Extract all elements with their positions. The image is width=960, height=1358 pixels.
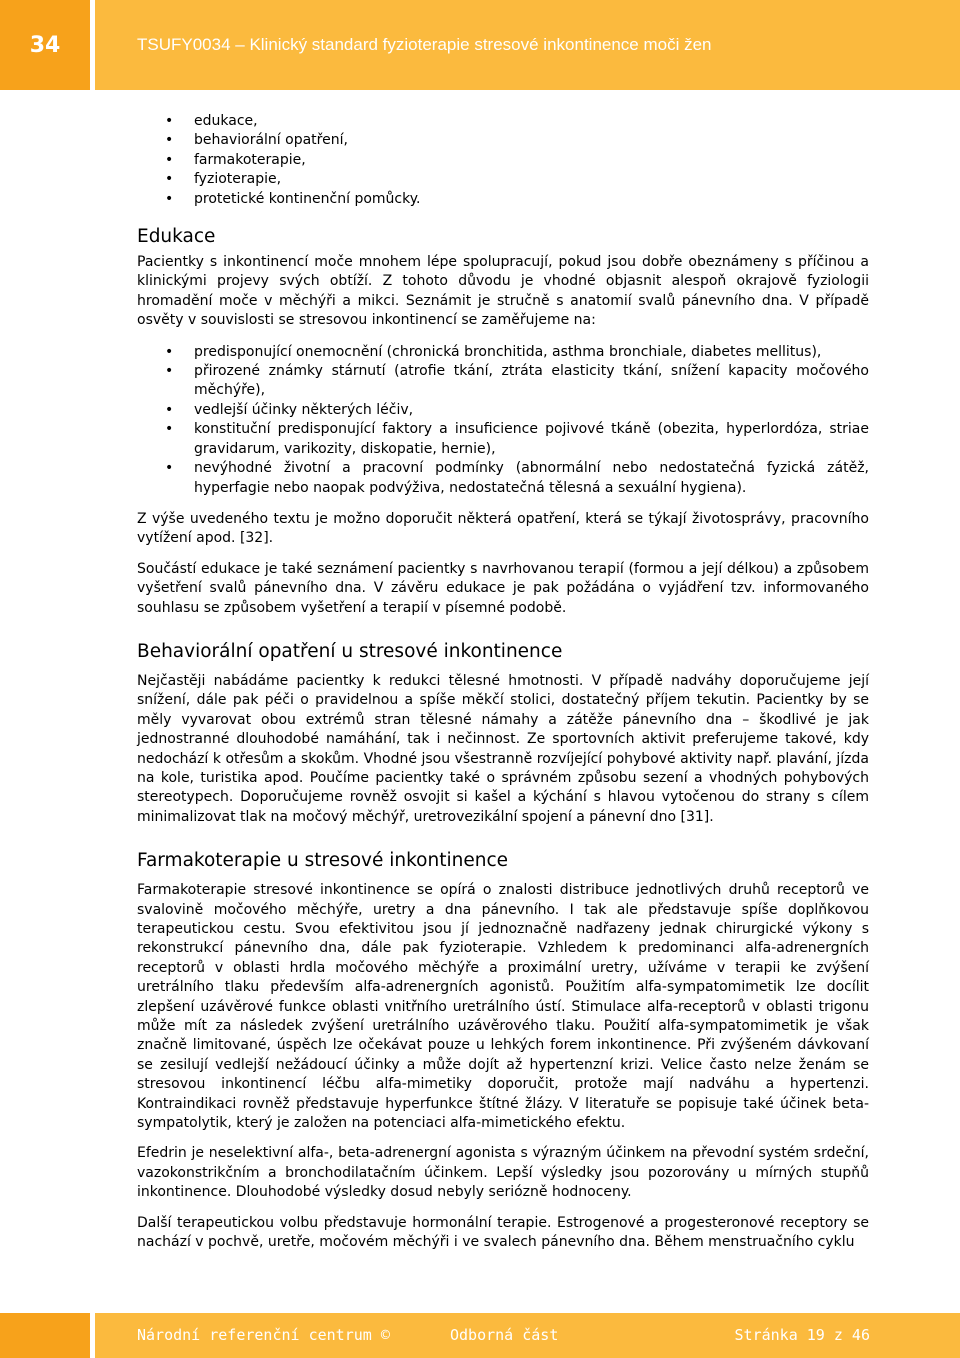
document-body (137, 112, 869, 1264)
heading-pharma: Farmakoterapie u stresové inkontinence (137, 850, 509, 872)
list-item: • nevýhodné životní a pracovní podmínky (abnormální nebo nedostatečná fyzická zátěž, hyperfagie nebo naopak podvýživa, nedostatečná tělesná a sexuální hygiena). (137, 459, 869, 498)
list-item: • farmakoterapie, (137, 151, 869, 170)
list-item: • predisponující onemocnění (chronická bronchitida, asthma bronchiale, diabetes mellitus), (137, 343, 869, 362)
list-item: • přirozené známky stárnutí (atrofie tkání, ztráta elasticity tkání, snížení kapacity močového měchýře), (137, 362, 869, 401)
paragraph: Součástí edukace je také seznámení pacientky s navrhovanou terapií (formou a její délkou) a způsobem vyšetření svalů pánevního dna. V závěru edukace je pak požádána o vyjádření tzv. informovaného souhlasu se způsobem vyšetření a terapií v písemné podobě. (137, 560, 869, 616)
page-number: 34 (0, 0, 90, 90)
footer-center-text: Odborná část (450, 1326, 559, 1344)
page-footer (0, 1313, 960, 1358)
intro-list (137, 112, 869, 209)
list-item: • fyzioterapie, (137, 170, 869, 189)
footer-accent (0, 1313, 90, 1358)
footer-page-info: Stránka 19 z 46 (734, 1326, 870, 1344)
paragraph: Nejčastěji nabádáme pacientky k redukci tělesné hmotnosti. V případě nadváhy doporučujeme její snížení, dále pak péči o pravidelnou a spíše měkčí stolici, dostatečný příjem tekutin. Pacientky by se měly vyvarovat obou extrémů stran tělesné námahy a zátěže pánevního dna – škodlivé je jak jednostranné dlouhodobé namáhání, tak i nečinnost. Ze sportovních aktivit preferujeme takové, kdy nedochází k otřesům a skokům. Vhodné jsou všestranně rozvíjející pohybové aktivity např. plavání, jízda na kole, turistika apod. Poučíme pacientky také o správném způsobu sezení a vhodných pohybových stereotypech. Doporučujeme rovněž osvojit si kašel a kýchání s hlavou vytočenou do strany s cílem minimalizovat tlak na močový měchýř, uretrovezikální spojení a pánevní dno [31]. (137, 672, 869, 825)
heading-edukace: Edukace (137, 226, 216, 248)
paragraph: Farmakoterapie stresové inkontinence se opírá o znalosti distribuce jednotlivých druhů receptorů ve svalovině močového měchýře, uretry a dna pánevního. I tak ale představuje spíše doplňkovou terapeutickou cestu. Svou efektivitou jsou jí jednoznačně nadřazeny jednak chirurgické výkony s rekonstrukcí pánevního dna, dále pak fyzioterapie. Vzhledem k predominanci alfa-adrenergních receptorů v oblasti hrdla močového měchýře a proximální uretry, užíváme v terapii ke zvýšení uretrálního tlaku především alfa-adrenergních agonistů. Použitím alfa-sympatomimetik lze docílit zlepšení uzávěrové funkce oblasti vnitřního uretrálního ústí. Stimulace alfa-receptorů v oblasti trigonu může mít za následek zvýšení uretrálního uzávěrového tlaku. Použití alfa-sympatomimetik je však značně limitované, úspěch lze očekávat pouze u lehkých forem inkontinence. Při zvýšeném dávkovaní se zesilují vedlejší nežádoucí účinky a může dojít až hypertenzní krizi. Velice často nelze ženám se stresovou inkontinencí léčbu alfa-mimetiky doporučit, protože mají nadváhu a hypertenzi. Kontraindikaci rovněž představuje hyperfunkce štítné žlázy. V literatuře se popisuje také účinek beta-sympatolytik, který je založen na potenciaci alfa-mimetického efektu. (137, 882, 869, 1132)
list-item: • konstituční predisponující faktory a insuficience pojivové tkáně (obezita, hyperlordóza, striae gravidarum, varikozity, diskopatie, hernie), (137, 420, 869, 459)
page-header (0, 0, 960, 90)
footer-bar (95, 1313, 960, 1358)
paragraph: Další terapeutickou volbu představuje hormonální terapie. Estrogenové a progesteronové receptory se nachází v pochvě, uretře, močovém měchýři i ve svalech pánevního dna. Během menstruačního cyklu (137, 1214, 869, 1251)
heading-behavioral: Behaviorální opatření u stresové inkontinence (137, 640, 563, 662)
footer-left-text: Národní referenční centrum © (137, 1326, 390, 1344)
list-item: • protetické kontinenční pomůcky. (137, 190, 869, 209)
list-item: • vedlejší účinky některých léčiv, (137, 401, 869, 420)
paragraph: Efedrin je neselektivní alfa-, beta-adrenergní agonista s výrazným účinkem na převodní systém srdeční, vazokonstrikčním a bronchodilatačním účinkem. Lepší výsledky jsou pozorovány u mírných stupňů inkontinence. Dlouhodobé výsledky dosud nebyly seriózně hodnoceny. (137, 1145, 869, 1201)
paragraph: Pacientky s inkontinencí moče mnohem lépe spolupracují, pokud jsou dobře obeznámeny s příčinou a klinickými projevy svých obtíží. Z tohoto důvodu je vhodné objasnit alespoň okrajově fyziologii hromadění moče v měchýři a mikci. Seznámit je stručně s anatomií svalů pánevního dna. V případě osvěty v souvislosti se stresovou inkontinencí se zaměřujeme na: (137, 254, 869, 329)
header-title: TSUFY0034 – Klinický standard fyzioterapie stresové inkontinence moči žen (95, 0, 960, 90)
list-item: • edukace, (137, 112, 869, 131)
list-item: • behaviorální opatření, (137, 131, 869, 150)
edukace-list (137, 343, 869, 498)
paragraph: Z výše uvedeného textu je možno doporučit některá opatření, která se týkají životosprávy, pracovního vytížení apod. [32]. (137, 510, 869, 547)
